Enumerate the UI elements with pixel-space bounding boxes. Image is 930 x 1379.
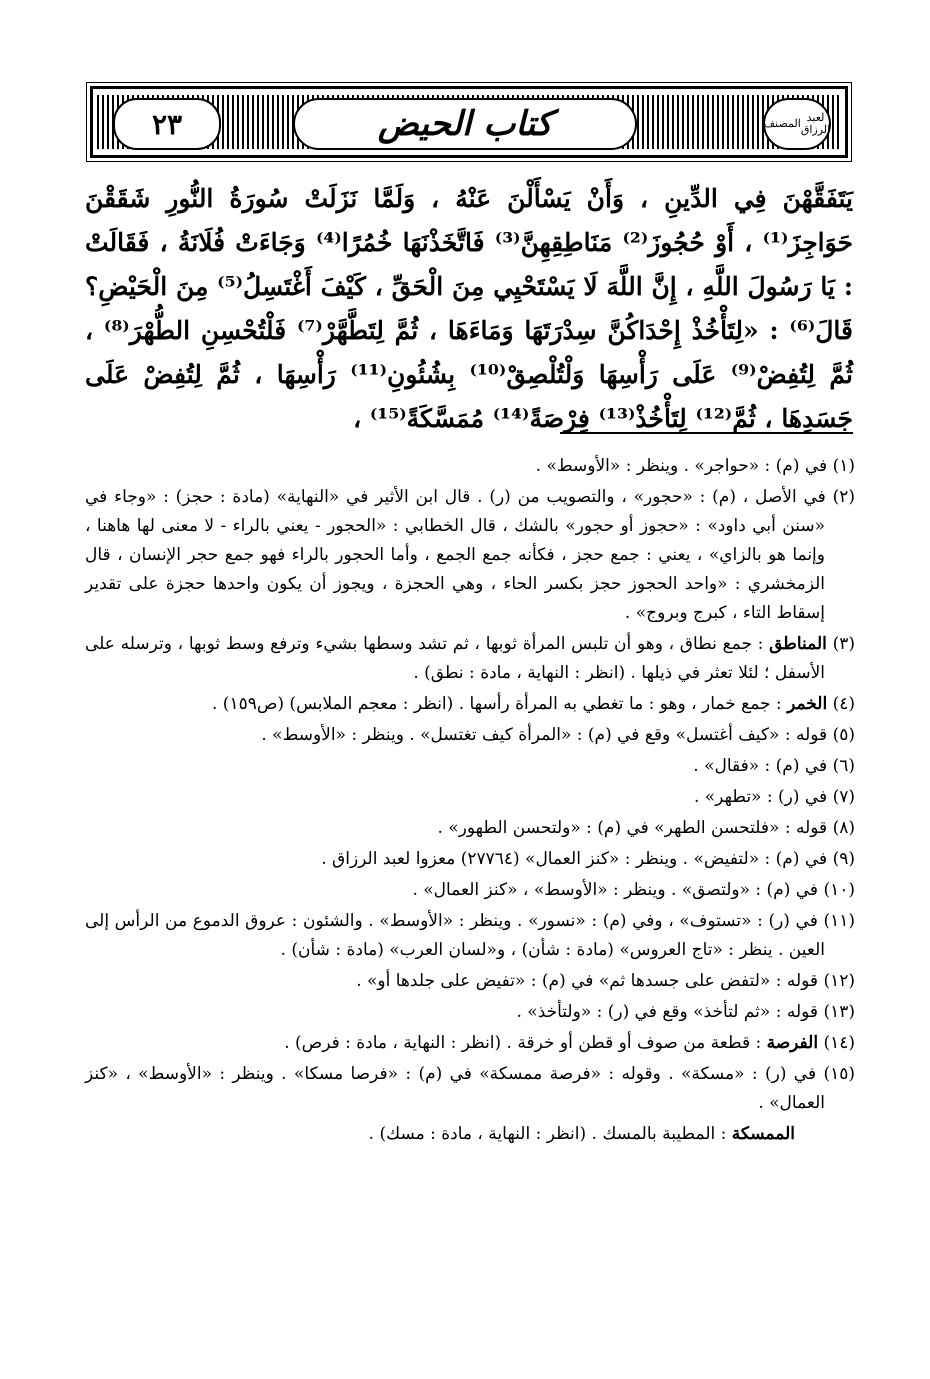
footnote-number: (٢) xyxy=(832,487,855,507)
footnote-term: المناطق xyxy=(769,634,827,654)
footnote xyxy=(85,452,855,481)
footnote-term: الممسكة xyxy=(731,1124,795,1144)
footnote xyxy=(85,630,855,688)
logo-line-2: لعبد الرزاق xyxy=(800,110,831,136)
chapter-title: كتاب الحيض xyxy=(293,98,637,150)
footnote xyxy=(85,783,855,812)
footnote xyxy=(85,690,855,719)
footnote xyxy=(85,967,855,996)
footnote-term: الفرصة xyxy=(766,1033,819,1053)
footnote-text: في (م) : «حواجر» . وينظر : «الأوسط» . xyxy=(535,456,828,476)
footnote-number: (٦) xyxy=(832,756,855,776)
footnote xyxy=(85,1029,855,1058)
footnote-text: قوله : «ثم لتأخذ» وقع في (ر) : «ولتأخذ» . xyxy=(516,1002,819,1022)
book-logo xyxy=(763,98,831,150)
footnote-number: (٨) xyxy=(832,818,855,838)
footnote xyxy=(85,876,855,905)
page-header xyxy=(90,86,848,158)
footnote xyxy=(85,845,855,874)
footnote-number: (١٢) xyxy=(823,971,855,991)
footnote-text: في (ر) : «مسكة» . وقوله : «فرصة ممسكة» في (م) : «فرصا مسكا» . وينظر : «الأوسط» ، «كنز العمال» . xyxy=(85,1064,825,1113)
footnote-text: : المطيبة بالمسك . (انظر : النهاية ، مادة : مسك) . xyxy=(368,1124,727,1144)
logo-line-1: المصنف xyxy=(763,116,801,130)
footnote-number: (٣) xyxy=(832,634,856,654)
footnote xyxy=(85,998,855,1027)
footnote-term: الخمر xyxy=(787,694,828,714)
footnote-number: (٥) xyxy=(832,725,855,745)
footnote-continuation xyxy=(85,1120,855,1149)
footnotes xyxy=(85,452,855,1151)
footnote-text: في (ر) : «تطهر» . xyxy=(693,787,828,807)
footnote-text: في (م) : «فقال» . xyxy=(693,756,828,776)
main-paragraph: يَتَفَقَّهْنَ فِي الدِّينِ ، وَأَنْ يَسْأَلْنَ عَنْهُ ، وَلَمَّا نَزَلَتْ سُورَةُ النُّورِ شَقَقْنَ حَوَاجِزَ⁽¹⁾ ، أَوْ حُجُوزَ⁽²⁾ مَنَاطِقِهِنَّ⁽³⁾ فَاتَّخَذْنَهَا خُمُرًا⁽⁴⁾ وَجَاءَتْ فُلَانَةُ ، فَقَالَتْ : يَا رَسُولَ اللَّهِ ، إِنَّ اللَّهَ لَا يَسْتَحْيِي مِنَ الْحَقِّ ، كَيْفَ أَغْتَسِلُ⁽⁵⁾ مِنَ الْحَيْضِ؟ قَالَ⁽⁶⁾ : «لِتَأْخُذْ إِحْدَاكُنَّ سِدْرَتَهَا وَمَاءَهَا ، ثُمَّ لِتَطَّهَّرْ⁽⁷⁾ فَلْتُحْسِنِ الطُّهْرَ⁽⁸⁾ ، ثُمَّ لِتُفِضْ⁽⁹⁾ عَلَى رَأْسِهَا وَلْتُلْصِقْ⁽¹⁰⁾ بِشُئُونِ⁽¹¹⁾ رَأْسِهَا ، ثُمَّ لِتُفِضْ عَلَى جَسَدِهَا ، ثُمَّ⁽¹²⁾ لِتَأْخُذْ⁽¹³⁾ فِرْصَةً⁽¹⁴⁾ مُمَسَّكَةً⁽¹⁵⁾ ، xyxy=(85,184,853,433)
footnote-text: في الأصل ، (م) : «حجور» ، والتصويب من (ر) . قال ابن الأثير في «النهاية» (مادة : حجز) : «وجاء في «سنن أبي داود» : «حجوز أو حجور» بالشك ، قال الخطابي : «الحجور - يعني بالراء - لا معنى لها هاهنا ، وإنما هو بالزاي» ، يعني : جمع حجز ، فكأنه جمع الجمع ، وأما الحجور بالراء فهو جمع حجر الإنسان ، قال الزمخشري : «واحد الحجوز حجز بكسر الحاء ، وهي الحجزة ، ويجوز أن يكون واحدها حجزة على تقدير إسقاط التاء ، كبرج وبروج» . xyxy=(85,487,826,623)
page-number: ٢٣ xyxy=(113,98,221,150)
footnote xyxy=(85,814,855,843)
footnote-text: : جمع خمار ، وهو : ما تغطي به المرأة رأسها . (انظر : معجم الملابس) (ص١٥٩) . xyxy=(211,694,782,714)
footnote-text: في (م) : «لتفيض» . وينظر : «كنز العمال» (٢٧٧٦٤) معزوا لعبد الرزاق . xyxy=(321,849,828,869)
footnote-number: (١٥) xyxy=(823,1064,856,1084)
footnote-number: (١١) xyxy=(823,911,855,931)
footnote xyxy=(85,752,855,781)
footnote-number: (١٠) xyxy=(823,880,855,900)
footnote-number: (١) xyxy=(832,456,855,476)
footnote xyxy=(85,1060,855,1118)
footnote-text: في (م) : «ولتصق» . وينظر : «الأوسط» ، «كنز العمال» . xyxy=(412,880,819,900)
footnote-text: قوله : «كيف أغتسل» وقع في (م) : «المرأة كيف تغتسل» . وينظر : «الأوسط» . xyxy=(261,725,828,745)
footnote-number: (٤) xyxy=(832,694,855,714)
footnote-number: (٩) xyxy=(832,849,855,869)
footnote-text: : جمع نطاق ، وهو أن تلبس المرأة ثوبها ، ثم تشد وسطها بشيء وترفع وسط ثوبها ، وترسله على الأسفل ؛ لئلا تعثر في ذيلها . (انظر : النهاية ، مادة : نطق) . xyxy=(85,634,825,683)
footnote-number: (١٣) xyxy=(823,1002,855,1022)
footnote xyxy=(85,721,855,750)
footnote-number: (١٤) xyxy=(823,1033,855,1053)
footnote-text: : قطعة من صوف أو قطن أو خرقة . (انظر : النهاية ، مادة : فرص) . xyxy=(284,1033,762,1053)
footnote-text: في (ر) : «تستوف» ، وفي (م) : «نسور» . وينظر : «الأوسط» . والشئون : عروق الدموع من الرأس إلى العين . ينظر : «تاج العروس» (مادة : شأن) ، و«لسان العرب» (مادة : شأن) . xyxy=(85,911,825,960)
footnote xyxy=(85,907,855,965)
footnote-separator xyxy=(560,432,853,434)
footnote-text: قوله : «لتفض على جسدها ثم» في (م) : «تفيض على جلدها أو» . xyxy=(356,971,819,991)
footnote-text: قوله : «فلتحسن الطهر» في (م) : «ولتحسن الطهور» . xyxy=(437,818,828,838)
footnote-number: (٧) xyxy=(832,787,855,807)
footnote xyxy=(85,483,855,628)
main-text xyxy=(85,177,853,441)
